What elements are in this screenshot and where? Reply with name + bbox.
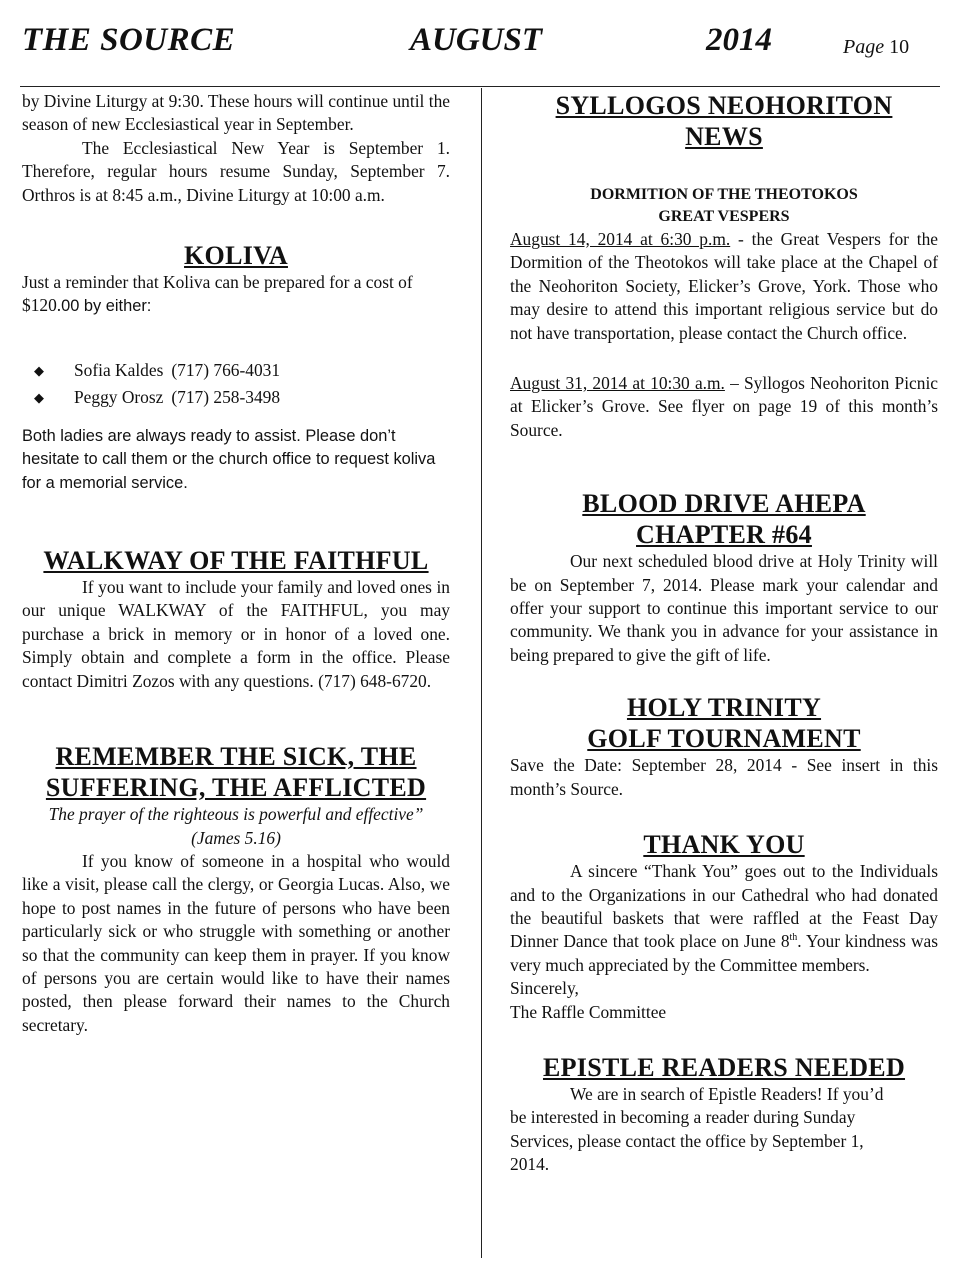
left-column [22,90,450,1037]
thank-you-text: A sincere “Thank You” goes out to the Individuals and to the Organizations in our Cathedral who had donated the beautiful baskets that were raffled at the Feast Day Dinner Dance that took place on June 8 [510,861,938,952]
contact-name: Peggy Orosz [74,386,164,407]
epistle-paragraph: We are in search of Epistle Readers! If you’d be interested in becoming a reader during Sunday Services, please contact the office by September 1, 2014. [510,1083,884,1175]
sick-heading-line2: SUFFERING, THE AFFLICTED [45,773,427,803]
walkway-paragraph: If you want to include your family and loved ones in our unique WALKWAY of the FAITHFUL, you may purchase a brick in memory or in honor of a loved one. Simply obtain and complete a form in the office. Please contact Dimitri Zozos with any questions. (717) 648-6720. [22,577,450,691]
syllogos-heading-line1: SYLLOGOS NEOHORITON [555,91,893,120]
vespers-paragraph [510,228,938,345]
issue-month: AUGUST [410,22,543,58]
page-header [20,20,940,70]
koliva-closing-text: Both ladies are always ready to assist. Please don’t hesitate to call them or the church office to request [22,426,396,469]
koliva-heading: KOLIVA [184,241,288,271]
scripture-quote: The prayer of the righteous is powerful and effective” (James 5.16) [48,804,424,848]
newsletter-title: THE SOURCE [22,22,236,58]
contact-item [22,357,450,384]
koliva-text: Just a reminder that Koliva can be prepared for a cost of $120. [22,272,413,316]
sick-paragraph: If you know of someone in a hospital who would like a visit, please call the clergy, or Georgia Lucas. Also, we hope to post names in the future of persons who have been particularly sick or who struggle with something or another so that the community can keep them in prayer. If you know of persons you are certain would like to have their names posted, then please forward their names to the Church secretary. [22,850,450,1035]
contact-phone: (717) 766-4031 [171,359,281,380]
new-year-paragraph: The Ecclesiastical New Year is September 1. Therefore, regular hours resume Sunday, September 7. Orthros is at 8:45 a.m., Divine Liturgy at 10:00 a.m. [22,137,450,205]
koliva-closing [22,425,450,495]
blood-drive-heading-line1: BLOOD DRIVE AHEPA [582,489,866,519]
blood-drive-heading-line2: CHAPTER #64 [636,520,812,550]
bullet-icon: ◆ [34,362,44,378]
vespers-date: August 14, 2014 at 6:30 p.m. [510,229,731,249]
signature: The Raffle Committee [510,1001,667,1022]
header-rule [20,86,940,87]
page-label: Page [843,36,885,58]
syllogos-heading-line2: NEWS [685,122,763,151]
contact-name: Sofia Kaldes [74,359,164,380]
dormition-heading-line2: GREAT VESPERS [658,208,790,225]
golf-heading-line2: GOLF TOURNAMENT [587,724,861,754]
koliva-text-cont: 00 by either: [61,297,152,316]
sick-heading-line1: REMEMBER THE SICK, THE [55,742,417,772]
page-indicator [843,36,909,59]
bullet-icon: ◆ [34,389,44,405]
ordinal-suffix: th [789,932,798,944]
golf-paragraph: Save the Date: September 28, 2014 - See insert in this month’s Source. [510,755,938,799]
column-divider [481,88,482,1258]
contact-item [22,384,450,411]
dormition-heading-line1: DORMITION OF THE THEOTOKOS [590,186,858,203]
right-column [510,90,938,1177]
epistle-heading: EPISTLE READERS NEEDED [542,1052,906,1082]
koliva-paragraph [22,271,450,319]
liturgy-hours-paragraph: by Divine Liturgy at 9:30. These hours will continue until the season of new Ecclesiastical year in September. [22,91,450,135]
koliva-closing-cont: koliva for a memorial service. [22,450,436,492]
sign-off: Sincerely, [510,978,579,999]
picnic-paragraph [510,372,938,442]
golf-heading-line1: HOLY TRINITY [626,693,822,723]
blood-drive-paragraph: Our next scheduled blood drive at Holy Trinity will be on September 7, 2014. Please mark your calendar and offer your support to continue this important service to our community. We thank you in advance for your assistance in being prepared to give the gift of life. [510,551,938,665]
thank-you-paragraph [510,860,938,977]
vespers-text: - the Great Vespers for the Dormition of the Theotokos will take place at the Chapel of the Neohoriton Society, Elicker’s Grove, York. Those who may desire to attend this important religious service but do not have transportation, please contact the Church office. [510,229,939,343]
page-number: 10 [889,36,910,58]
thank-you-heading: THANK YOU [643,830,805,860]
koliva-contact-list [22,357,450,411]
picnic-text: – Syllogos Neohoriton Picnic at Elicker’s Grove. See flyer on page 19 of this month’s Source. [510,373,938,440]
issue-year: 2014 [706,22,772,58]
contact-phone: (717) 258-3498 [171,386,281,407]
walkway-heading: WALKWAY OF THE FAITHFUL [43,546,429,576]
thank-you-text-cont: . Your kindness was very much appreciated by the Committee members. [510,931,938,975]
picnic-date: August 31, 2014 at 10:30 a.m. [510,373,725,394]
